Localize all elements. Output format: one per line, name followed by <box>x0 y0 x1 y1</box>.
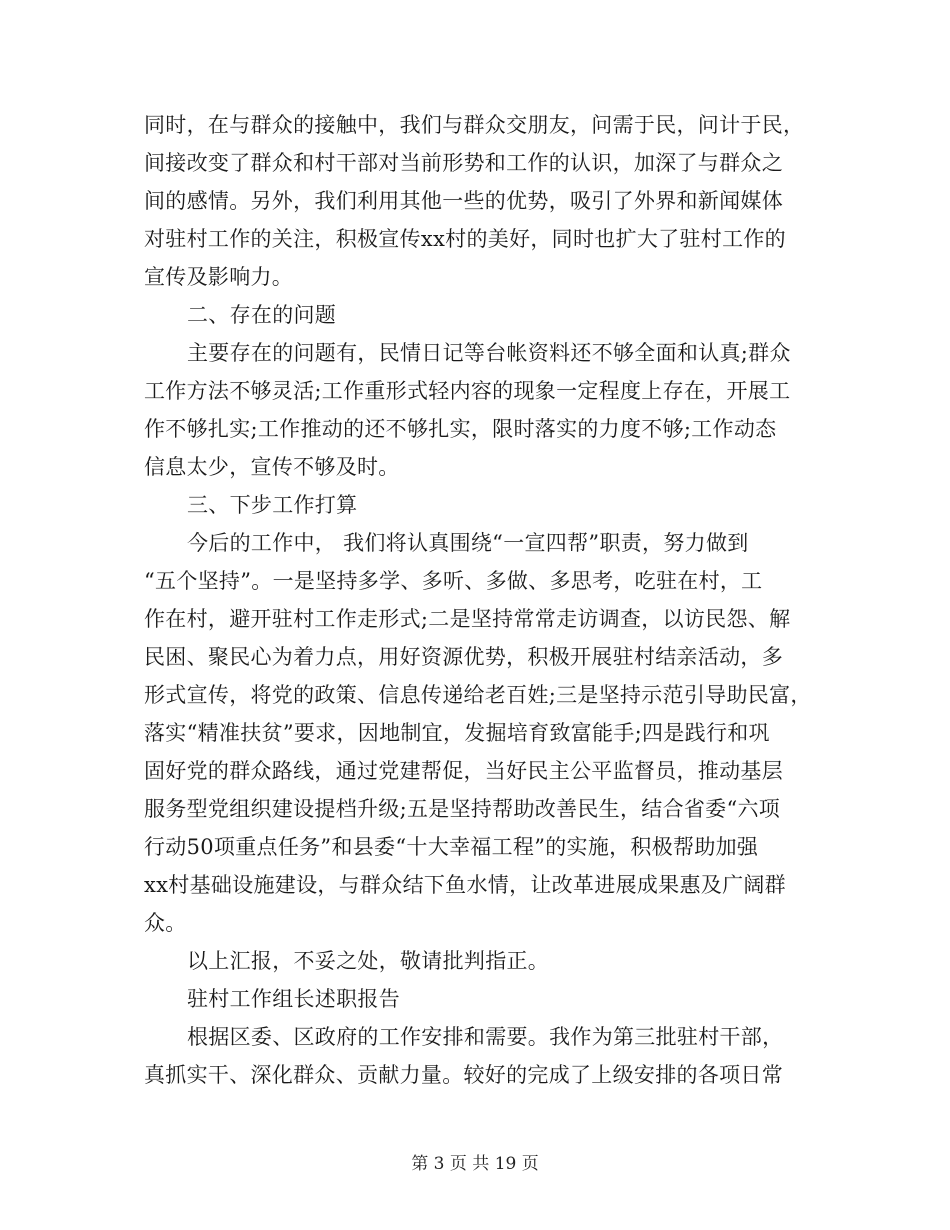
text-line: 今后的工作中， 我们将认真围绕“一宣四帮”职责，努力做到 <box>187 531 749 555</box>
text-line: 真抓实干、深化群众、贡献力量。较好的完成了上级安排的各项日常 <box>144 1063 783 1087</box>
text-line: 同时，在与群众的接触中，我们与群众交朋友，问需于民，问计于民， <box>144 113 805 137</box>
section-title: 驻村工作组长述职报告 <box>187 987 400 1011</box>
section-heading: 三、下步工作打算 <box>187 493 358 517</box>
text-line: 固好党的群众路线，通过党建帮促，当好民主公平监督员，推动基层 <box>144 759 783 783</box>
text-line: 根据区委、区政府的工作安排和需要。我作为第三批驻村干部， <box>187 1025 784 1049</box>
text-line: 服务型党组织建设提档升级;五是坚持帮助改善民生，结合省委“六项 <box>144 797 781 821</box>
text-line: 工作方法不够灵活;工作重形式轻内容的现象一定程度上存在，开展工 <box>144 379 791 403</box>
text-line: 对驻村工作的关注，积极宣传xx村的美好，同时也扩大了驻村工作的 <box>144 227 786 251</box>
text-line: 民困、聚民心为着力点，用好资源优势，积极开展驻村结亲活动，多 <box>144 645 783 669</box>
text-line: 主要存在的问题有，民情日记等台帐资料还不够全面和认真;群众 <box>187 341 791 365</box>
text-line: “五个坚持”。一是坚持多学、多听、多做、多思考，吃驻在村，工 <box>144 569 763 593</box>
page-number-footer: 第 3 页 共 19 页 <box>411 1154 539 1174</box>
text-line: 信息太少，宣传不够及时。 <box>144 455 400 479</box>
text-line: 作在村，避开驻村工作走形式;二是坚持常常走访调查，以访民怨、解 <box>144 607 791 631</box>
text-line: 众。 <box>144 911 187 935</box>
text-line: 形式宣传，将党的政策、信息传递给老百姓;三是坚持示范引导助民富， <box>144 683 812 707</box>
text-line: 作不够扎实;工作推动的还不够扎实，限时落实的力度不够;工作动态 <box>144 417 777 441</box>
text-line: 间的感情。另外，我们利用其他一些的优势，吸引了外界和新闻媒体 <box>144 189 783 213</box>
text-line: 行动50项重点任务”和县委“十大幸福工程”的实施，积极帮助加强 <box>144 835 759 859</box>
text-line: 落实“精准扶贫”要求，因地制宜，发掘培育致富能手;四是践行和巩 <box>144 721 770 745</box>
text-line: 以上汇报，不妥之处，敬请批判指正。 <box>187 949 550 973</box>
text-line: xx村基础设施建设，与群众结下鱼水情，让改革进展成果惠及广阔群 <box>144 873 786 897</box>
text-line: 间接改变了群众和村干部对当前形势和工作的认识，加深了与群众之 <box>144 151 783 175</box>
text-line: 宣传及影响力。 <box>144 265 294 289</box>
section-heading: 二、存在的问题 <box>187 303 337 327</box>
